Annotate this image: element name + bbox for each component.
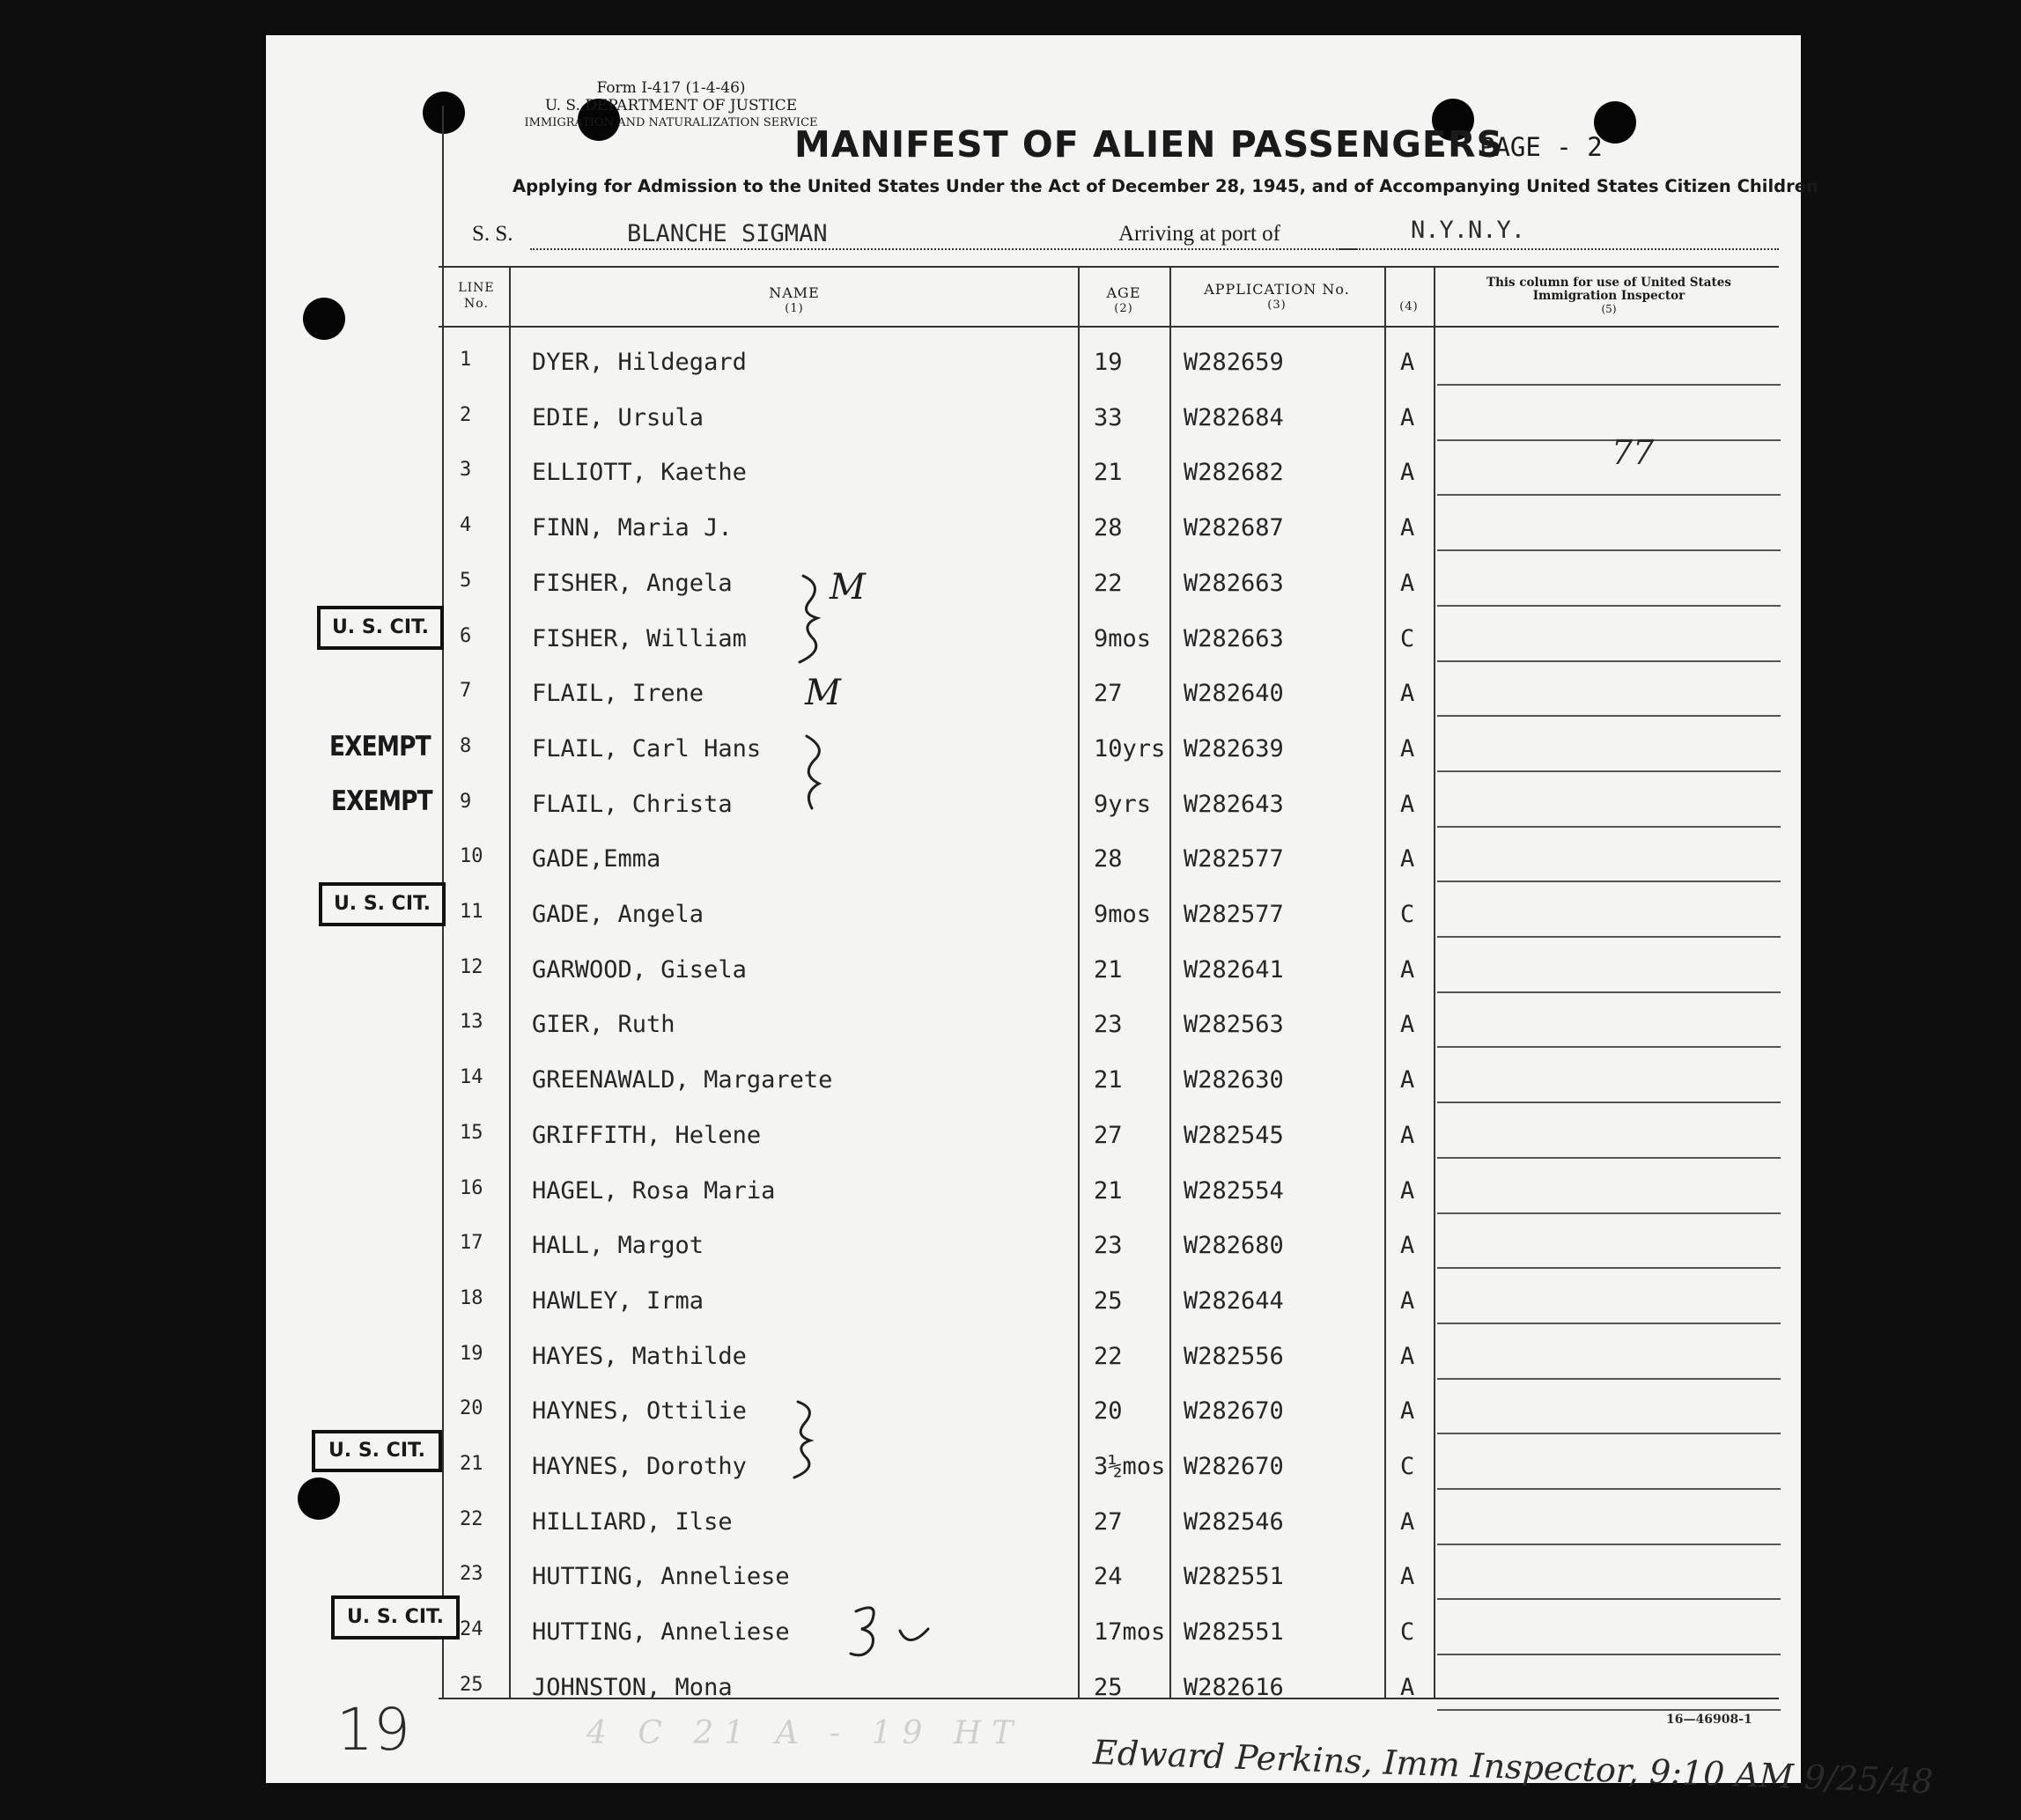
passenger-age: 27 — [1094, 680, 1123, 707]
bracket-haynes — [794, 1402, 810, 1477]
mark-m-flail: M — [805, 673, 841, 713]
passenger-age: 33 — [1094, 404, 1123, 431]
passenger-age: 24 — [1094, 1563, 1123, 1590]
line-number: 14 — [460, 1066, 483, 1088]
class-code: A — [1400, 1177, 1415, 1205]
mark-3m — [851, 1608, 874, 1655]
passenger-name: GRIFFITH, Helene — [532, 1122, 762, 1149]
line-number: 2 — [460, 404, 472, 426]
passenger-name: HUTTING, Anneliese — [532, 1618, 790, 1646]
page-count-note: 19 — [336, 1696, 410, 1764]
application-number: W282670 — [1184, 1453, 1284, 1480]
col-header-age-label: AGE — [1106, 284, 1141, 301]
page-subtitle: Applying for Admission to the United States Under the Act of December 28, 1945, and of Accompanying United States Citizen Children — [513, 176, 1818, 196]
passenger-age: 9mos — [1094, 625, 1152, 652]
passenger-age: 21 — [1094, 1066, 1123, 1094]
class-code: C — [1400, 625, 1415, 652]
application-number: W282659 — [1184, 349, 1284, 376]
application-number: W282687 — [1184, 514, 1284, 542]
us-cit-stamp: U. S. CIT. — [331, 1595, 460, 1639]
class-code: A — [1400, 570, 1415, 597]
line-number: 17 — [460, 1232, 483, 1254]
class-code: A — [1400, 1508, 1415, 1536]
line-number: 22 — [460, 1508, 483, 1530]
passenger-name: FINN, Maria J. — [532, 514, 733, 542]
passenger-age: 25 — [1094, 1287, 1123, 1315]
passenger-age: 3½mos — [1094, 1453, 1166, 1480]
application-number: W282680 — [1184, 1232, 1284, 1259]
application-number: W282682 — [1184, 459, 1284, 486]
class-code: A — [1400, 1674, 1415, 1701]
col-header-application-label: APPLICATION No. — [1204, 281, 1350, 298]
line-number: 3 — [460, 459, 472, 481]
us-cit-stamp: U. S. CIT. — [312, 1430, 442, 1472]
application-number: W282577 — [1184, 845, 1284, 873]
application-number: W282551 — [1184, 1618, 1284, 1646]
line-number: 13 — [460, 1011, 483, 1033]
passenger-name: HAYES, Mathilde — [532, 1343, 747, 1370]
class-code: A — [1400, 1397, 1415, 1425]
bracket-flail — [807, 736, 819, 808]
line-number: 12 — [460, 956, 483, 978]
application-number: W282640 — [1184, 680, 1284, 707]
line-number: 18 — [460, 1287, 483, 1309]
application-number: W282670 — [1184, 1397, 1284, 1425]
application-number: W282684 — [1184, 404, 1284, 431]
application-number: W282644 — [1184, 1287, 1284, 1315]
line-number: 24 — [460, 1618, 483, 1640]
passenger-name: EDIE, Ursula — [532, 404, 704, 431]
bracket-fisher — [800, 576, 817, 662]
passenger-age: 21 — [1094, 459, 1123, 486]
family-bracket-marks — [266, 35, 1818, 1783]
port-label: Arriving at port of — [1118, 222, 1280, 246]
passenger-age: 10yrs — [1094, 735, 1166, 763]
department: U. S. DEPARTMENT OF JUSTICE — [544, 97, 798, 114]
class-code: A — [1400, 956, 1415, 984]
class-code: A — [1400, 1343, 1415, 1370]
passenger-name: ELLIOTT, Kaethe — [532, 459, 747, 486]
line-number: 16 — [460, 1177, 483, 1199]
passenger-name: HAGEL, Rosa Maria — [532, 1177, 776, 1205]
class-code: A — [1400, 1563, 1415, 1590]
passenger-name: DYER, Hildegard — [532, 349, 747, 376]
page-title: MANIFEST OF ALIEN PASSENGERS — [794, 123, 1504, 166]
class-code: A — [1400, 680, 1415, 707]
passenger-age: 28 — [1094, 845, 1123, 873]
class-code: C — [1400, 901, 1415, 928]
line-number: 20 — [460, 1397, 483, 1419]
application-number: W282639 — [1184, 735, 1284, 763]
passenger-name: GREENAWALD, Margarete — [532, 1066, 833, 1094]
application-number: W282556 — [1184, 1343, 1284, 1370]
application-number: W282545 — [1184, 1122, 1284, 1149]
application-number: W282663 — [1184, 570, 1284, 597]
application-number: W282563 — [1184, 1011, 1284, 1038]
line-number: 10 — [460, 845, 483, 867]
passenger-name: FISHER, William — [532, 625, 747, 652]
passenger-age: 27 — [1094, 1122, 1123, 1149]
passenger-name: FLAIL, Irene — [532, 680, 704, 707]
passenger-age: 21 — [1094, 1177, 1123, 1205]
line-number: 1 — [460, 349, 472, 371]
passenger-age: 22 — [1094, 570, 1123, 597]
passenger-age: 23 — [1094, 1232, 1123, 1259]
ship-label: S. S. — [472, 222, 513, 246]
class-code: C — [1400, 1453, 1415, 1480]
line-number: 5 — [460, 570, 472, 592]
us-cit-stamp: U. S. CIT. — [319, 882, 446, 926]
ship-name: BLANCHE SIGMAN — [627, 220, 828, 247]
mark-hook — [900, 1629, 928, 1640]
application-number: W282551 — [1184, 1563, 1284, 1590]
col-header-name-num: (1) — [785, 302, 804, 315]
passenger-age: 19 — [1094, 349, 1123, 376]
line-number: 4 — [460, 514, 472, 536]
passenger-age: 9yrs — [1094, 791, 1152, 818]
passenger-age: 9mos — [1094, 901, 1152, 928]
passenger-age: 28 — [1094, 514, 1123, 542]
application-number: W282554 — [1184, 1177, 1284, 1205]
class-code: A — [1400, 349, 1415, 376]
line-number: 8 — [460, 735, 472, 757]
class-code: A — [1400, 1011, 1415, 1038]
passenger-age: 27 — [1094, 1508, 1123, 1536]
line-number: 6 — [460, 625, 472, 647]
line-number: 15 — [460, 1122, 483, 1144]
col-header-class-num: (4) — [1399, 300, 1419, 313]
class-code: A — [1400, 1287, 1415, 1315]
passenger-name: HAYNES, Ottilie — [532, 1397, 747, 1425]
passenger-age: 23 — [1094, 1011, 1123, 1038]
col-header-name-label: NAME — [769, 284, 820, 301]
passenger-name: GADE,Emma — [532, 845, 661, 873]
exempt-stamp: EXEMPT — [329, 731, 431, 763]
passenger-name: HALL, Margot — [532, 1232, 704, 1259]
class-code: A — [1400, 845, 1415, 873]
us-cit-stamp: U. S. CIT. — [317, 606, 444, 650]
col-header-application-num: (3) — [1267, 298, 1287, 312]
class-code: A — [1400, 791, 1415, 818]
line-number: 19 — [460, 1343, 483, 1365]
exempt-stamp: EXEMPT — [331, 785, 432, 817]
application-number: W282546 — [1184, 1508, 1284, 1536]
class-code: A — [1400, 514, 1415, 542]
class-code: A — [1400, 1122, 1415, 1149]
class-code: A — [1400, 459, 1415, 486]
line-number: 9 — [460, 791, 472, 813]
port-name: N.Y.N.Y. — [1411, 217, 1526, 244]
passenger-name: GADE, Angela — [532, 901, 704, 928]
passenger-age: 21 — [1094, 956, 1123, 984]
page-number: PAGE - 2 — [1479, 132, 1603, 162]
passenger-name: HAWLEY, Irma — [532, 1287, 704, 1315]
passenger-age: 25 — [1094, 1674, 1123, 1701]
inspector-note: 77 — [1612, 433, 1655, 472]
faint-margin-note: 4 C 21 A - 19 HT — [586, 1715, 1024, 1751]
form-number: Form I-417 (1-4-46) — [596, 79, 746, 97]
line-number: 7 — [460, 680, 472, 702]
application-number: W282577 — [1184, 901, 1284, 928]
passenger-name: HILLIARD, Ilse — [532, 1508, 733, 1536]
line-number: 21 — [460, 1453, 483, 1475]
passenger-name: GIER, Ruth — [532, 1011, 675, 1038]
class-code: C — [1400, 1618, 1415, 1646]
manifest-page — [266, 35, 1934, 1802]
application-number: W282643 — [1184, 791, 1284, 818]
passenger-name: FLAIL, Christa — [532, 791, 733, 818]
mark-m-upper: M — [830, 567, 866, 608]
passenger-age: 20 — [1094, 1397, 1123, 1425]
passenger-name: FLAIL, Carl Hans — [532, 735, 762, 763]
line-number: 11 — [460, 901, 483, 923]
class-code: A — [1400, 1232, 1415, 1259]
col-header-inspector-num: (5) — [1601, 303, 1617, 315]
class-code: A — [1400, 735, 1415, 763]
passenger-name: FISHER, Angela — [532, 570, 733, 597]
passenger-name: JOHNSTON, Mona — [532, 1674, 733, 1701]
application-number: W282616 — [1184, 1674, 1284, 1701]
form-code: 16—46908-1 — [1666, 1713, 1752, 1727]
service: IMMIGRATION AND NATURALIZATION SERVICE — [524, 116, 818, 129]
application-number: W282641 — [1184, 956, 1284, 984]
col-header-line: LINE No. — [458, 281, 495, 311]
application-number: W282630 — [1184, 1066, 1284, 1094]
col-header-age-num: (2) — [1114, 302, 1133, 315]
col-header-inspector-label: This column for use of United States Immigration Inspector — [1486, 276, 1731, 303]
line-number: 23 — [460, 1563, 483, 1585]
passenger-name: HAYNES, Dorothy — [532, 1453, 747, 1480]
passenger-name: GARWOOD, Gisela — [532, 956, 747, 984]
inspector-signature: Edward Perkins, Imm Inspector, 9:10 AM 9/25/48 — [1092, 1733, 1934, 1802]
application-number: W282663 — [1184, 625, 1284, 652]
class-code: A — [1400, 404, 1415, 431]
passenger-age: 17mos — [1094, 1618, 1166, 1646]
class-code: A — [1400, 1066, 1415, 1094]
passenger-age: 22 — [1094, 1343, 1123, 1370]
passenger-name: HUTTING, Anneliese — [532, 1563, 790, 1590]
line-number: 25 — [460, 1674, 483, 1696]
